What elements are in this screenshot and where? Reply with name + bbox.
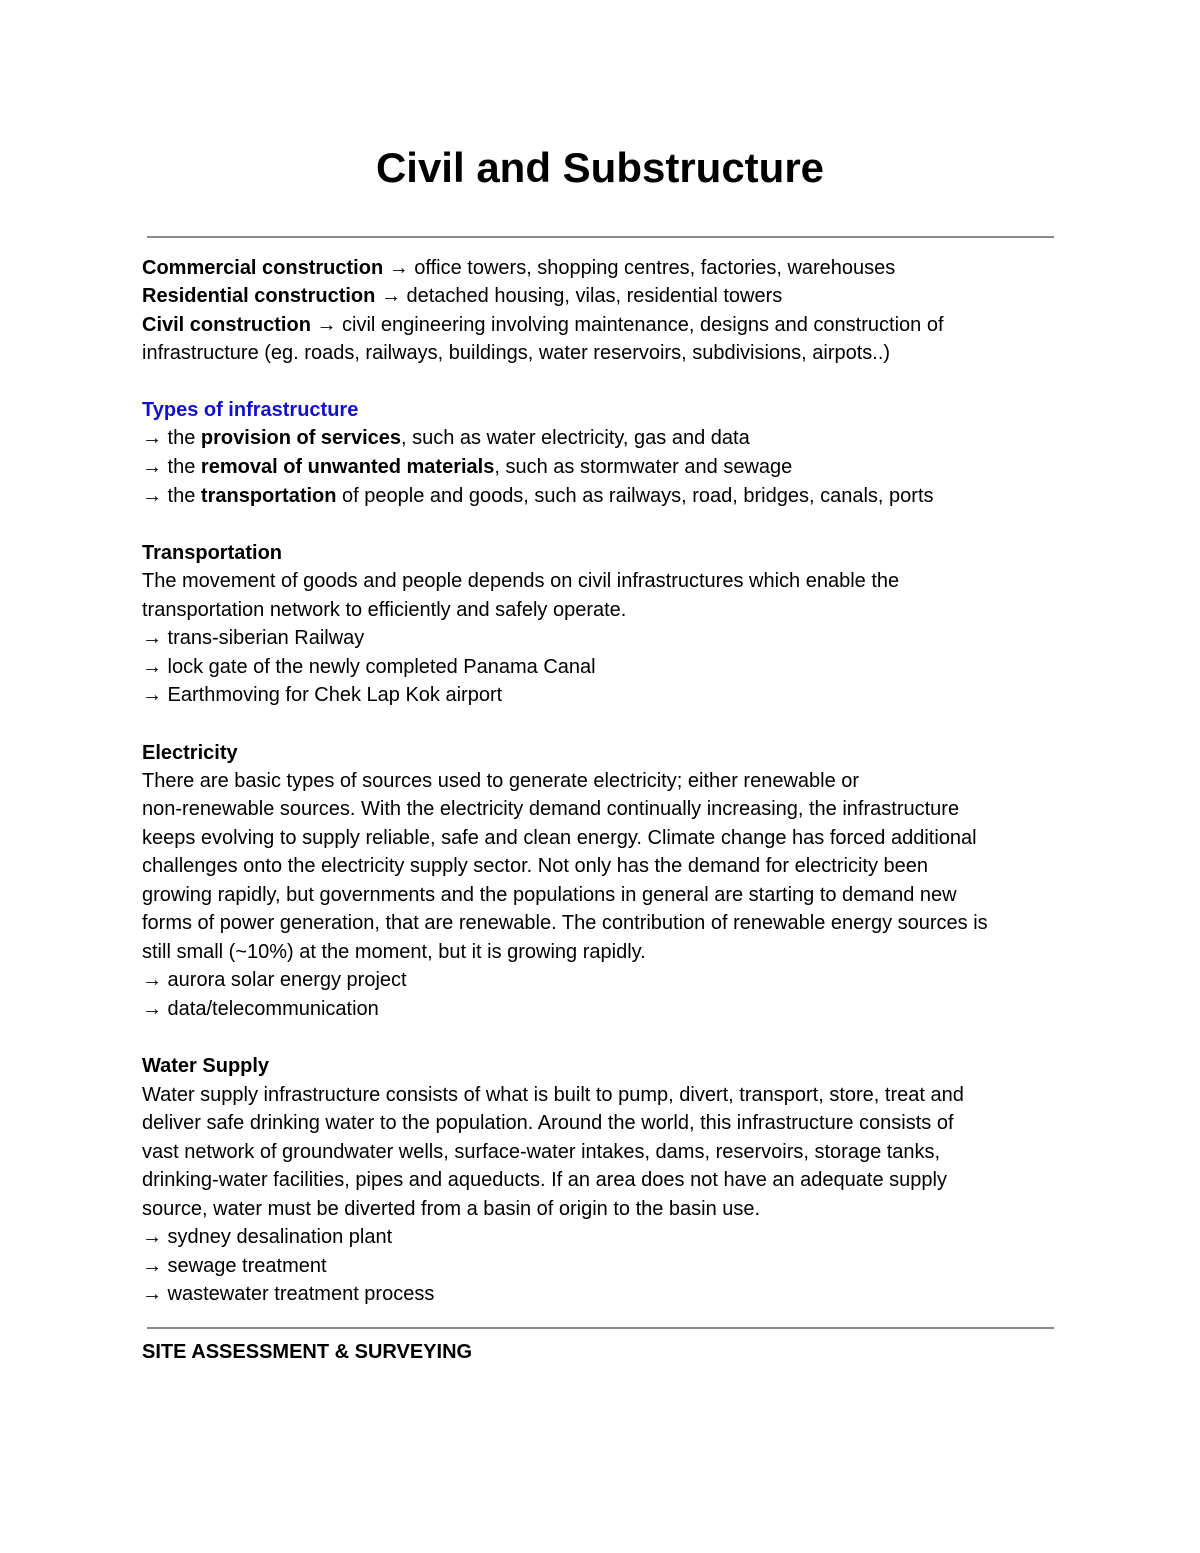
arrow-icon: → [142, 684, 162, 706]
commercial-construction-line [142, 254, 1062, 282]
bottom-divider [147, 1327, 1054, 1329]
example-text: data/telecommunication [162, 998, 379, 1020]
item-prefix: the [162, 485, 201, 507]
paragraph-line: non-renewable sources. With the electricity demand continually increasing, the infrastructure [142, 798, 960, 820]
arrow-icon: → [142, 969, 162, 991]
paragraph-line: still small (~10%) at the moment, but it is growing rapidly. [142, 941, 646, 963]
example-text: wastewater treatment process [162, 1283, 435, 1305]
example-item [142, 966, 1062, 994]
infrastructure-item [142, 482, 1062, 510]
example-item [142, 681, 1062, 709]
arrow-icon: → [142, 427, 162, 449]
paragraph-line: challenges onto the electricity supply sector. Not only has the demand for electricity been [142, 855, 928, 877]
paragraph-line: The movement of goods and people depends on civil infrastructures which enable the [142, 570, 900, 592]
site-assessment-heading: SITE ASSESSMENT & SURVEYING [142, 1341, 473, 1363]
item-prefix: the [162, 456, 201, 478]
example-text: Earthmoving for Chek Lap Kok airport [162, 684, 503, 706]
water-supply-heading: Water Supply [142, 1055, 270, 1077]
item-keyword: removal of unwanted materials [200, 456, 495, 478]
item-keyword: transportation [200, 485, 337, 507]
example-text: trans-siberian Railway [162, 627, 365, 649]
residential-construction-line [142, 282, 1062, 310]
example-item [142, 653, 1062, 681]
term-residential: Residential construction [142, 285, 376, 307]
arrow-icon: → [142, 998, 162, 1020]
item-keyword: provision of services [200, 427, 401, 449]
example-item [142, 1252, 1062, 1280]
infrastructure-heading: Types of infrastructure [142, 399, 359, 421]
example-item [142, 1223, 1062, 1251]
example-item [142, 1280, 1062, 1308]
paragraph-line: keeps evolving to supply reliable, safe and clean energy. Climate change has forced additional [142, 827, 977, 849]
term-commercial: Commercial construction [142, 257, 384, 279]
example-item [142, 995, 1062, 1023]
example-text: sewage treatment [162, 1255, 327, 1277]
paragraph-line: drinking-water facilities, pipes and aqueducts. If an area does not have an adequate supply [142, 1169, 947, 1191]
paragraph-line: source, water must be diverted from a basin of origin to the basin use. [142, 1198, 761, 1220]
example-item [142, 624, 1062, 652]
electricity-heading: Electricity [142, 742, 238, 764]
arrow-icon: → [388, 257, 409, 279]
item-suffix: of people and goods, such as railways, road, bridges, canals, ports [336, 485, 934, 507]
arrow-icon: → [142, 1283, 162, 1305]
arrow-icon: → [142, 456, 162, 478]
paragraph-line: growing rapidly, but governments and the populations in general are starting to demand new [142, 884, 957, 906]
arrow-icon: → [316, 314, 337, 336]
arrow-icon: → [142, 1255, 162, 1277]
item-suffix: , such as stormwater and sewage [494, 456, 793, 478]
paragraph-line: deliver safe drinking water to the population. Around the world, this infrastructure consists of [142, 1112, 954, 1134]
arrow-icon: → [142, 485, 162, 507]
item-suffix: , such as water electricity, gas and data [401, 427, 750, 449]
arrow-icon: → [142, 656, 162, 678]
page-title: Civil and Substructure [375, 144, 825, 191]
paragraph-line: forms of power generation, that are renewable. The contribution of renewable energy sources is [142, 912, 988, 934]
transportation-heading: Transportation [142, 542, 283, 564]
infrastructure-item [142, 424, 1062, 452]
arrow-icon: → [142, 627, 162, 649]
paragraph-line: vast network of groundwater wells, surface-water intakes, dams, reservoirs, storage tanks, [142, 1141, 941, 1163]
paragraph-line: There are basic types of sources used to generate electricity; either renewable or [142, 770, 860, 792]
example-text: sydney desalination plant [162, 1226, 393, 1248]
term-civil: Civil construction [142, 314, 311, 336]
civil-construction-continued: infrastructure (eg. roads, railways, buildings, water reservoirs, subdivisions, airpots..) [142, 342, 891, 364]
definition-commercial: office towers, shopping centres, factories, warehouses [408, 257, 896, 279]
example-text: lock gate of the newly completed Panama Canal [162, 656, 596, 678]
definition-civil: civil engineering involving maintenance, designs and construction of [336, 314, 944, 336]
top-divider [147, 236, 1054, 238]
paragraph-line: transportation network to efficiently and safely operate. [142, 599, 627, 621]
arrow-icon: → [142, 1226, 162, 1248]
definition-residential: detached housing, vilas, residential towers [400, 285, 783, 307]
example-text: aurora solar energy project [162, 969, 407, 991]
infrastructure-item [142, 453, 1062, 481]
civil-construction-line [142, 311, 1062, 339]
arrow-icon: → [380, 285, 401, 307]
paragraph-line: Water supply infrastructure consists of what is built to pump, divert, transport, store, treat and [142, 1084, 964, 1106]
item-prefix: the [162, 427, 201, 449]
